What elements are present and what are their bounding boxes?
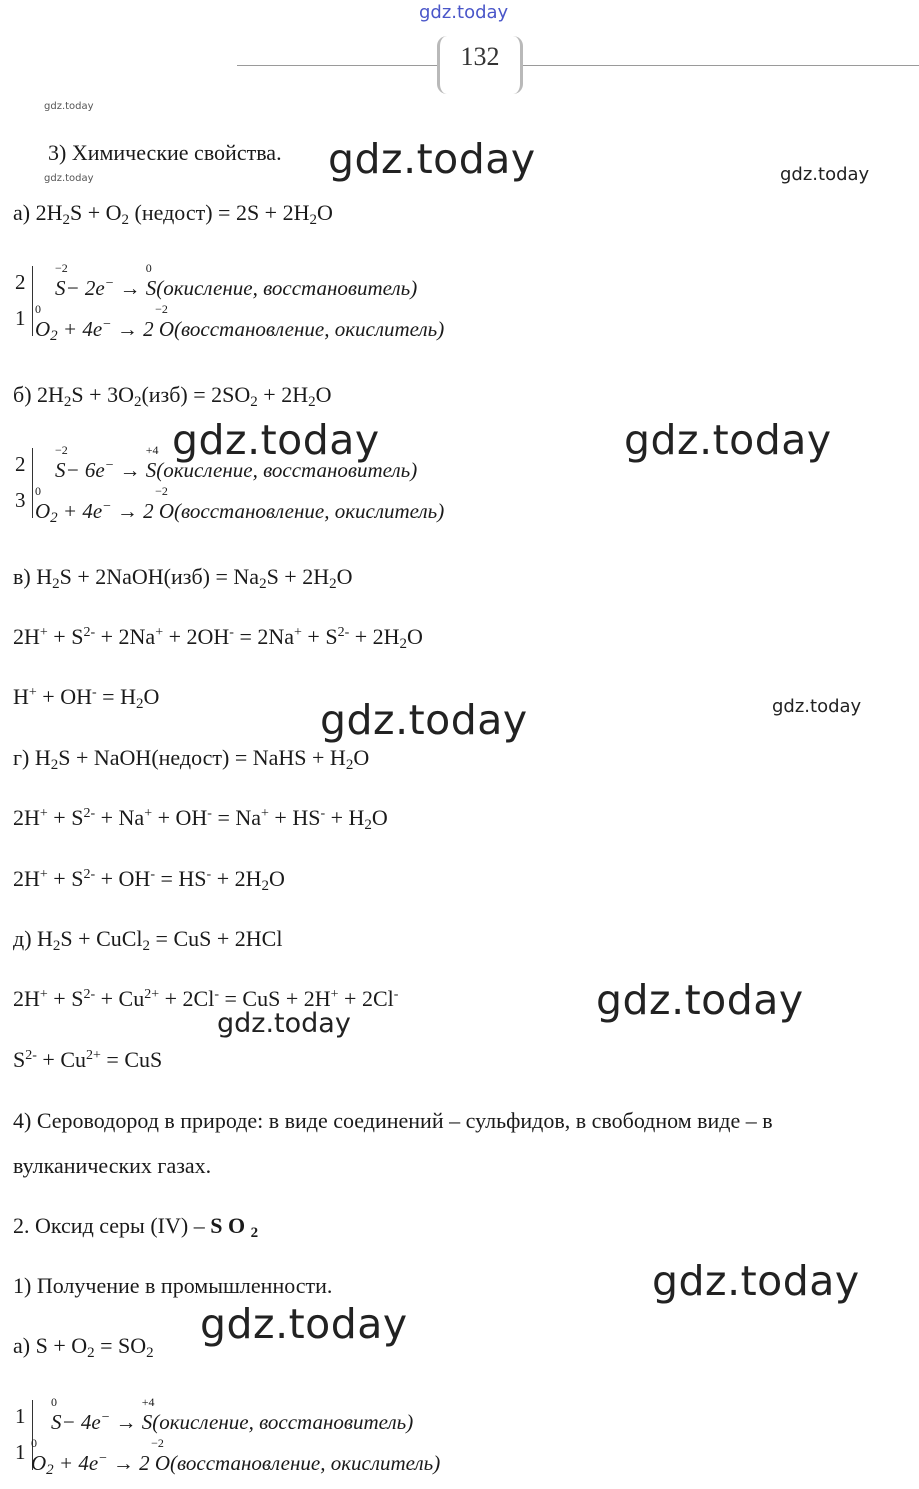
watermark-medium: gdz.today [217, 1008, 351, 1039]
electron-balance-b: 2 3 −2 S− 6e− → +4 S(окисление, восстановитель) 0 $O_2 + 4e^-$ → −2 2 O(восстановление, окислитель) [15, 443, 445, 526]
watermark-tiny: gdz.today [44, 101, 94, 112]
electron-balance-a: 2 1 −2 S− 2e− → 0 S(окисление, восстановитель) 0 $O_2 + 4e^-$ → −2 2 O(восстановление, окислитель) [15, 261, 445, 344]
section-4-line-2: вулканических газах. [13, 1153, 212, 1178]
equation-a: а) $2H_2S + O_2$ (недост) = $2S + 2H_2O$ [13, 200, 333, 228]
watermark: gdz.today [328, 135, 536, 183]
page-number: 132 [460, 42, 500, 71]
equation-b: б) $2H_2S + 3O_2(изб) = 2SO_2 + 2H_2O$ [13, 382, 332, 410]
electron-balance-s: 1 1 0 S− 4e− → +4 S(окисление, восстановитель) 0 $O_2 + 4e^-$ → −2 2 O(восстановление, окислитель) [15, 1395, 441, 1478]
section-title: 3) Химические свойства. [48, 140, 282, 165]
production-heading: 1) Получение в промышленности. [13, 1273, 333, 1298]
ionic-equation-g-full: $2H^+ + S^{2-} + Na^+ + OH^- = Na^+ + HS^- + H_2O$ [13, 805, 388, 833]
header-rule-left [237, 65, 437, 66]
watermark: gdz.today [624, 416, 832, 464]
watermark-small: gdz.today [772, 696, 862, 717]
ionic-equation-g-short: $2H^+ + S^{2-} + OH^- = HS^- + 2H_2O$ [13, 866, 285, 894]
watermark: gdz.today [200, 1300, 408, 1348]
equation-d: д) $H_2S$ + CuCl$_2$ = CuS + 2HCl [13, 926, 283, 954]
oxide-heading: 2. Оксид серы (IV) – S O $_2$ [13, 1213, 259, 1241]
header-rule-right [523, 65, 919, 66]
equation-g: г) $H_2S$ + NaOH(недост) = NaHS + $H_2O$ [13, 745, 370, 773]
watermark-tiny: gdz.today [44, 173, 94, 184]
watermark: gdz.today [172, 416, 380, 464]
ionic-equation-v-full: $2H^+ + S^{2-} + 2Na^+ + 2OH^- = 2Na^+ + S^{2-} + 2H_2O$ [13, 624, 423, 652]
watermark: gdz.today [596, 976, 804, 1024]
header-watermark: gdz.today [419, 2, 509, 23]
equation-s-o2: а) $S + O_2 = SO_2$ [13, 1333, 154, 1361]
section-4-line-1: 4) Сероводород в природе: в виде соединений – сульфидов, в свободном виде – в [13, 1108, 773, 1133]
ionic-equation-v-short: $H^+ + OH^- = H_2O$ [13, 684, 160, 712]
ionic-equation-d-full: $2H^+ + S^{2-} + Cu^{2+} + 2Cl^-$ = CuS + 2H+ + 2Cl- [13, 986, 399, 1011]
watermark: gdz.today [652, 1257, 860, 1305]
ionic-equation-d-short: $S^{2-} + Cu^{2+}$ = CuS [13, 1047, 163, 1072]
watermark: gdz.today [320, 696, 528, 744]
watermark-small: gdz.today [780, 164, 870, 185]
equation-v: в) $H_2S$ + 2NaOH(изб) = $Na_2S + 2H_2O$ [13, 564, 353, 592]
